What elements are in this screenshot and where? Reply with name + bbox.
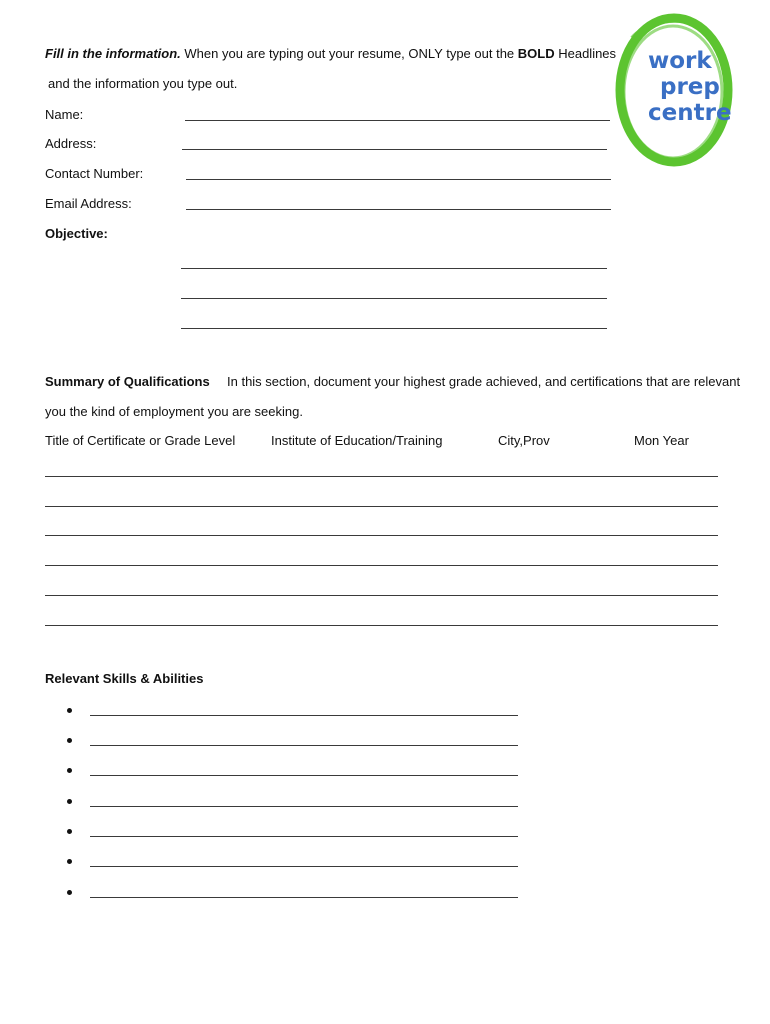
bullet-icon: [67, 768, 72, 773]
column-header-title: Title of Certificate or Grade Level: [45, 433, 236, 448]
field-label-contact: Contact Number:: [45, 166, 144, 181]
intro-lead: Fill in the information.: [45, 46, 181, 61]
contact-input-line[interactable]: [186, 179, 611, 180]
objective-line[interactable]: [181, 328, 607, 329]
qualification-row-line[interactable]: [45, 565, 718, 566]
bullet-icon: [67, 859, 72, 864]
bullet-icon: [67, 890, 72, 895]
bullet-icon: [67, 738, 72, 743]
skill-line[interactable]: [90, 715, 518, 716]
objective-line[interactable]: [181, 298, 607, 299]
address-input-line[interactable]: [182, 149, 607, 150]
intro-text-b: Headlines: [554, 46, 617, 61]
qualification-row-line[interactable]: [45, 625, 718, 626]
intro-text-a: When you are typing out your resume, ONLY type out the: [180, 46, 518, 61]
skills-heading: Relevant Skills & Abilities: [45, 671, 204, 686]
skill-line[interactable]: [90, 745, 518, 746]
field-label-address: Address:: [45, 136, 97, 151]
qualification-row-line[interactable]: [45, 506, 718, 507]
bullet-icon: [67, 799, 72, 804]
field-label-name: Name:: [45, 107, 84, 122]
logo-text-prep: prep: [660, 74, 720, 100]
name-input-line[interactable]: [185, 120, 610, 121]
logo-text-centre: centre: [648, 100, 732, 126]
column-header-institute: Institute of Education/Training: [271, 433, 443, 448]
skill-line[interactable]: [90, 775, 518, 776]
qualifications-description-2: you the kind of employment you are seeking.: [45, 404, 303, 419]
intro-bold-word: BOLD: [517, 46, 555, 61]
qualification-row-line[interactable]: [45, 476, 718, 477]
skill-line[interactable]: [90, 897, 518, 898]
objective-heading: Objective:: [45, 226, 108, 241]
skill-line[interactable]: [90, 806, 518, 807]
column-header-city: City,Prov: [498, 433, 550, 448]
qualifications-description-1: In this section, document your highest grade achieved, and certifications that are relevant: [227, 374, 741, 389]
work-prep-centre-logo: [612, 8, 736, 173]
column-header-date: Mon Year: [634, 433, 689, 448]
bullet-icon: [67, 708, 72, 713]
objective-line[interactable]: [181, 268, 607, 269]
skill-line[interactable]: [90, 836, 518, 837]
qualification-row-line[interactable]: [45, 535, 718, 536]
email-input-line[interactable]: [186, 209, 611, 210]
bullet-icon: [67, 829, 72, 834]
field-label-email: Email Address:: [45, 196, 132, 211]
intro-line-1: [45, 46, 616, 61]
skill-line[interactable]: [90, 866, 518, 867]
qualification-row-line[interactable]: [45, 595, 718, 596]
qualifications-heading: Summary of Qualifications: [45, 374, 210, 389]
intro-line-2: and the information you type out.: [48, 76, 238, 91]
logo-text-work: work: [648, 48, 712, 74]
